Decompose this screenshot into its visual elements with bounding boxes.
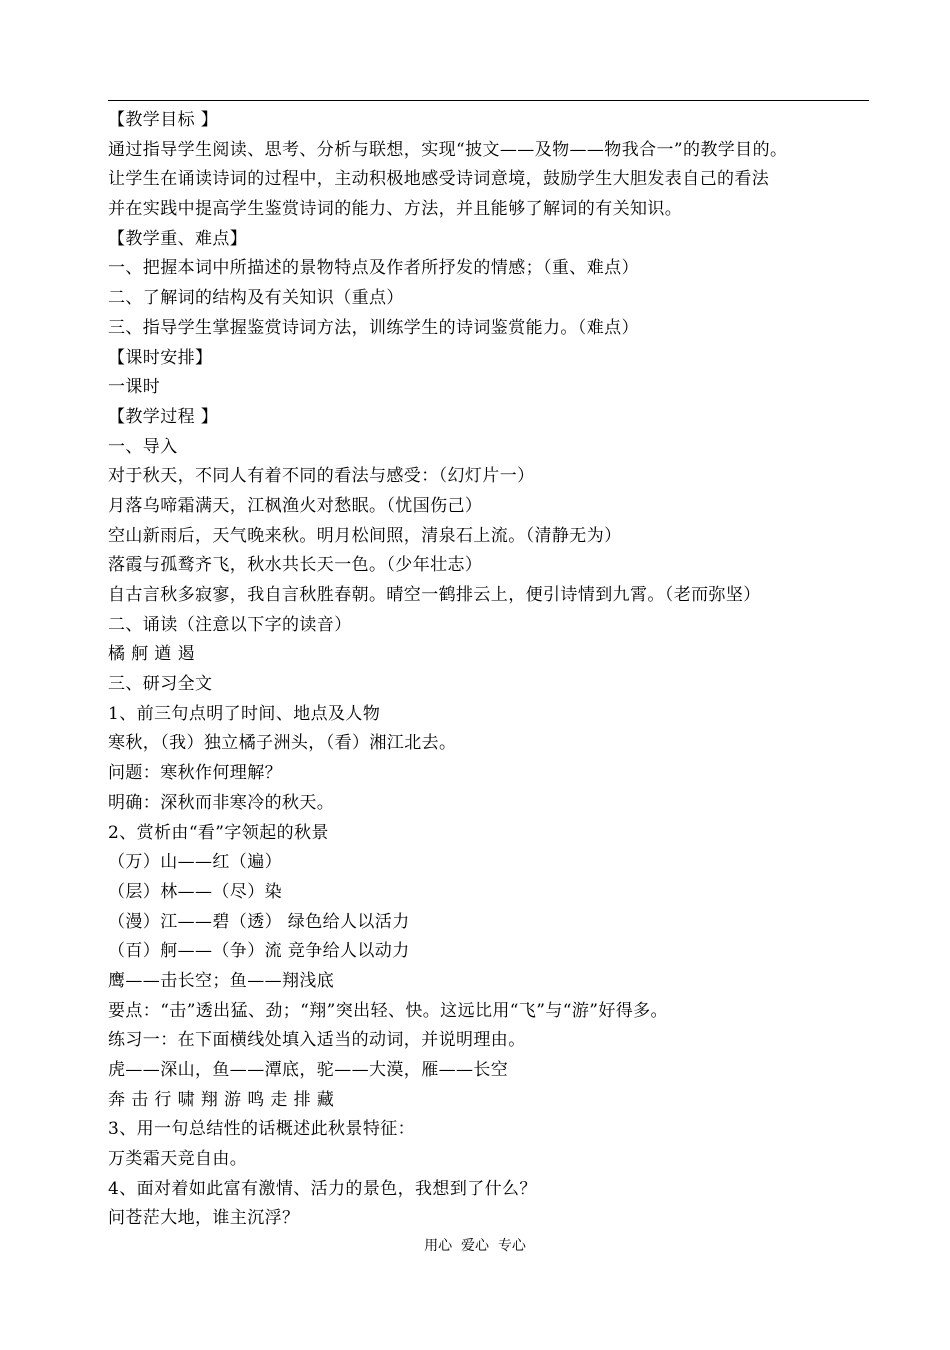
text-line: 落霞与孤鹜齐飞，秋水共长天一色。（少年壮志） [108,555,483,576]
text-line: 寒秋，（我）独立橘子洲头，（看）湘江北去。 [108,733,457,754]
document-body [108,106,878,1234]
text-line: 一、把握本词中所描述的景物特点及作者所抒发的情感；（重、难点） [108,258,639,279]
text-line: （层）林——（尽）染 [108,881,282,902]
text-line: 橘 舸 遒 遏 [108,644,196,665]
text-line: （漫）江——碧（透） 绿色给人以活力 [108,911,410,932]
text-line: 通过指导学生阅读、思考、分析与联想，实现“披文——及物——物我合一”的教学目的。 [108,139,788,160]
text-line: 二、诵读（注意以下字的读音） [108,614,352,635]
text-line: 问题：寒秋作何理解？ [108,763,282,784]
text-line: 自古言秋多寂寥，我自言秋胜春朝。晴空一鹤排云上，便引诗情到九霄。（老而弥坚） [108,585,761,605]
text-line: 让学生在诵读诗词的过程中，主动积极地感受诗词意境，鼓励学生大胆发表自己的看法 [108,169,770,190]
section-heading-schedule: 【课时安排】 [108,347,213,368]
text-line: 要点：“击”透出猛、劲；“翔”突出轻、快。这远比用“飞”与“游”好得多。 [108,1000,668,1021]
text-line: 练习一：在下面横线处填入适当的动词，并说明理由。 [108,1030,526,1051]
text-line: 奔 击 行 啸 翔 游 鸣 走 排 藏 [108,1089,335,1110]
text-line: 二、了解词的结构及有关知识（重点） [108,288,404,309]
text-line: （百）舸——（争）流 竞争给人以动力 [108,941,410,962]
text-line: 明确：深秋而非寒冷的秋天。 [108,792,335,813]
text-line: 万类霜天竞自由。 [108,1149,248,1170]
text-line: 问苍茫大地，谁主沉浮？ [108,1208,300,1229]
text-line: 并在实践中提高学生鉴赏诗词的能力、方法，并且能够了解词的有关知识。 [108,199,683,220]
section-heading-key-points: 【教学重、难点】 [108,228,248,249]
header-rule [108,100,869,101]
text-line: 空山新雨后，天气晚来秋。明月松间照，清泉石上流。（清静无为） [108,525,622,546]
section-heading-process: 【教学过程 】 [108,406,219,427]
text-line: 一课时 [108,377,161,398]
text-line: 2、赏析由“看”字领起的秋景 [108,822,329,843]
text-line: 月落乌啼霜满天，江枫渔火对愁眠。（忧国伤己） [108,495,483,516]
text-line: 虎——深山，鱼——潭底，驼——大漠，雁——长空 [108,1060,509,1080]
text-line: 对于秋天，不同人有着不同的看法与感受：（幻灯片一） [108,466,535,487]
section-heading-objectives: 【教学目标 】 [108,110,219,130]
text-line: 三、指导学生掌握鉴赏诗词方法，训练学生的诗词鉴赏能力。（难点） [108,317,639,338]
text-line: 一、导入 [108,436,178,457]
text-line: 3、用一句总结性的话概述此秋景特征： [108,1119,416,1140]
page-footer: 用心 爱心 专心 [424,1238,526,1254]
text-line: 4、面对着如此富有激情、活力的景色，我想到了什么？ [108,1178,537,1199]
text-line: （万）山——红（遍） [108,852,282,873]
text-line: 鹰——击长空；鱼——翔浅底 [108,970,335,991]
text-line: 1、前三句点明了时间、地点及人物 [108,703,381,724]
text-line: 三、研习全文 [108,674,213,695]
